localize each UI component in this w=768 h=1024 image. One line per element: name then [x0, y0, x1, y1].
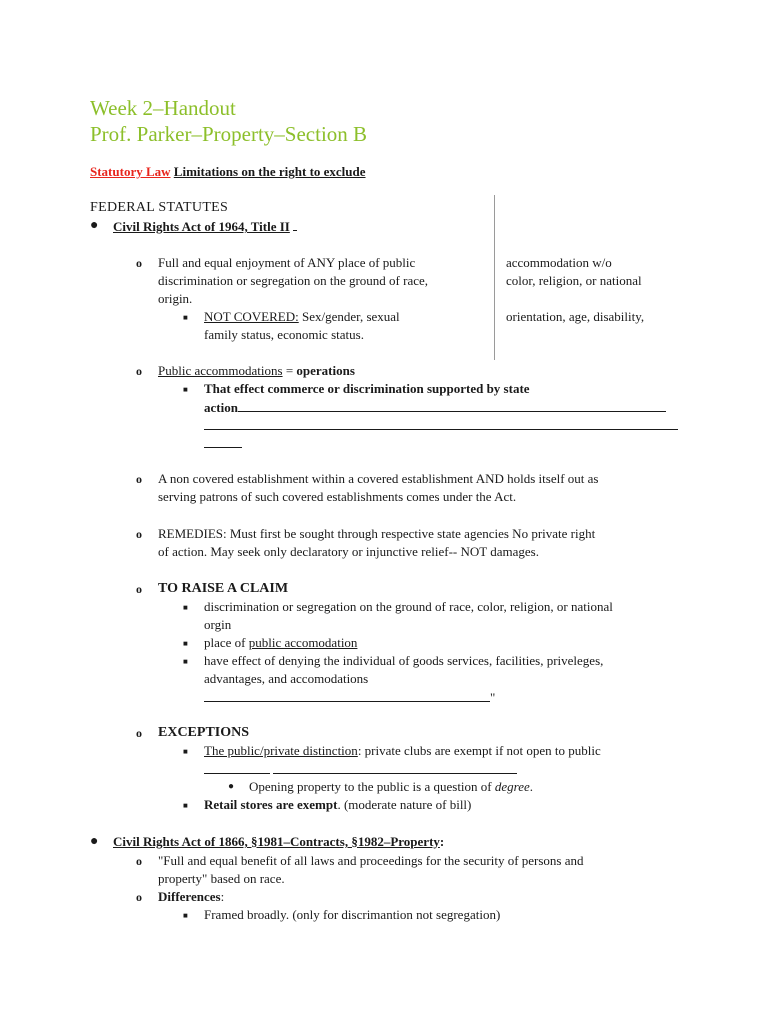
bullet-circle-icon: o [136, 472, 142, 486]
claim-2-line: place of public accomodation [204, 635, 358, 650]
section-heading-federal: FEDERAL STATUTES [90, 200, 229, 215]
bullet-square-icon: ■ [183, 639, 188, 648]
bullet-square-icon: ■ [183, 385, 188, 394]
claim-heading: TO RAISE A CLAIM [158, 581, 289, 596]
claim-1-line-2: orgin [204, 617, 232, 632]
noncovered-line-2: serving patrons of such covered establishments comes under the Act. [158, 489, 517, 504]
noncovered-line-1: A non covered establishment within a covered establishment AND holds itself out as [158, 471, 599, 486]
not-covered-line-1: NOT COVERED: Sex/gender, sexual [204, 309, 400, 324]
bullet-circle-icon: o [136, 527, 142, 541]
bullet-square-icon: ■ [183, 603, 188, 612]
exception-2-line: Retail stores are exempt. (moderate nature of bill) [204, 797, 472, 812]
bullet-square-icon: ■ [183, 657, 188, 666]
exceptions-heading: EXCEPTIONS [158, 725, 250, 740]
column-divider [494, 195, 495, 360]
not-covered-line-1-right: orientation, age, disability, [506, 309, 645, 324]
difference-1-line: Framed broadly. (only for discrimantion not segregation) [204, 907, 501, 922]
bullet-circle-icon: o [136, 364, 142, 378]
bullet-circle-icon: o [136, 854, 142, 868]
remedies-line-1: REMEDIES: Must first be sought through respective state agencies No private right [158, 526, 596, 541]
bullet-dot-icon: ● [228, 781, 235, 792]
bullet-circle-icon: o [136, 726, 142, 740]
not-covered-line-2: family status, economic status. [204, 327, 364, 342]
bullet-square-icon: ■ [183, 313, 188, 322]
bullet-square-icon: ■ [183, 911, 188, 920]
bullet-circle-icon: o [136, 890, 142, 904]
fill-in-blank [204, 434, 242, 453]
act-1964-title: Civil Rights Act of 1964, Title II [113, 217, 297, 236]
full-equal-line-1-right: accommodation w/o [506, 255, 612, 270]
bullet-circle-icon: o [136, 256, 142, 270]
public-acc-line: Public accommodations = operations [158, 363, 355, 378]
exception-1-sub-line: Opening property to the public is a question of degree. [249, 779, 534, 794]
topic-line [90, 163, 366, 181]
bullet-circle-icon: o [136, 582, 142, 596]
bullet-square-icon: ■ [183, 801, 188, 810]
claim-3-line-3: " [204, 688, 495, 707]
full-equal-line-1: Full and equal enjoyment of ANY place of public [158, 255, 416, 270]
differences-label: Differences: [158, 889, 225, 904]
topic-label-rest: Limitations on the right to exclude [173, 164, 366, 179]
page-title: Week 2–Handout [90, 96, 236, 120]
effect-line-1: That effect commerce or discrimination supported by state [204, 381, 530, 396]
claim-1-line-1: discrimination or segregation on the ground of race, color, religion, or national [204, 599, 613, 614]
exception-1-line: The public/private distinction: private clubs are exempt if not open to public [204, 743, 601, 758]
fill-in-blank [204, 760, 517, 779]
full-equal-line-2: discrimination or segregation on the ground of race, [158, 273, 429, 288]
fill-in-blank [204, 416, 678, 435]
full-equal-line-2-right: color, religion, or national [506, 273, 642, 288]
full-equal-line-3: origin. [158, 291, 193, 306]
bullet-dot-icon: ● [90, 834, 99, 849]
effect-line-2: action [204, 398, 666, 417]
claim-3-line-1: have effect of denying the individual of goods services, facilities, priveleges, [204, 653, 604, 668]
act-1866-quote-line-1: "Full and equal benefit of all laws and proceedings for the security of persons and [158, 853, 584, 868]
remedies-line-2: of action. May seek only declaratory or injunctive relief-- NOT damages. [158, 544, 539, 559]
bullet-square-icon: ■ [183, 747, 188, 756]
bullet-dot-icon: ● [90, 218, 99, 233]
claim-3-line-2: advantages, and accomodations [204, 671, 369, 686]
act-1866-quote-line-2: property" based on race. [158, 871, 285, 886]
act-1866-title: Civil Rights Act of 1866, §1981–Contracts, §1982–Property: [113, 834, 445, 849]
page-subtitle: Prof. Parker–Property–Section B [90, 122, 368, 146]
topic-label-red: Statutory Law [90, 164, 171, 179]
